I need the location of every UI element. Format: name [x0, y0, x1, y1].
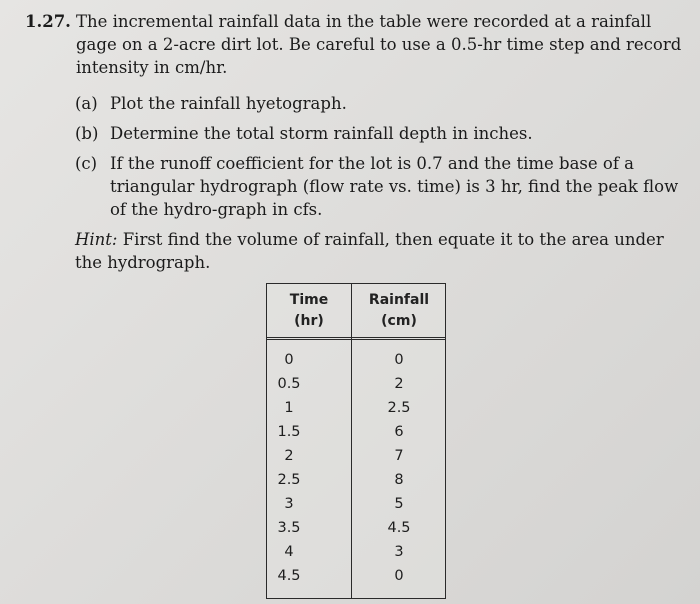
problem-block — [25, 10, 685, 274]
table-row — [267, 540, 445, 564]
rainfall-cell: 4.5 — [387, 520, 411, 536]
rainfall-header-unit: (cm) — [381, 313, 417, 329]
rainfall-header-title: Rainfall — [368, 292, 430, 308]
rainfall-cell: 6 — [394, 424, 404, 440]
part-c-letter: (c) — [75, 154, 98, 173]
time-cell: 3.5 — [277, 520, 301, 536]
table-row — [267, 468, 445, 492]
problem-statement — [25, 10, 685, 79]
part-a-letter: (a) — [75, 94, 98, 113]
rainfall-cell: 8 — [394, 472, 404, 488]
rainfall-cell: 0 — [394, 568, 404, 584]
hint — [75, 228, 685, 274]
time-header — [267, 290, 351, 332]
table-body — [267, 348, 445, 588]
time-cell: 2.5 — [277, 472, 301, 488]
part-c — [75, 152, 685, 221]
header-rule — [267, 337, 445, 340]
time-header-unit: (hr) — [294, 313, 324, 329]
time-cell: 0.5 — [277, 376, 301, 392]
table-row — [267, 516, 445, 540]
part-c-text: If the runoff coefficient for the lot is 0.7 and the time base of a triangular hydrograph (flow rate vs. time) is 3 hr, find the peak flow of the hydro-graph in cfs. — [110, 154, 679, 219]
time-cell: 3 — [284, 496, 294, 512]
time-cell: 4 — [284, 544, 294, 560]
rainfall-cell: 7 — [394, 448, 404, 464]
part-a-text: Plot the rainfall hyetograph. — [110, 94, 347, 113]
hint-text: First find the volume of rainfall, then equate it to the area under the hydrograph. — [75, 230, 664, 272]
time-cell: 2 — [284, 448, 294, 464]
time-cell: 1 — [284, 400, 294, 416]
table-row — [267, 348, 445, 372]
rainfall-header — [353, 290, 445, 332]
table-row — [267, 444, 445, 468]
problem-number: 1.27. — [25, 12, 71, 31]
time-header-title: Time — [289, 292, 329, 308]
problem-parts — [25, 92, 685, 221]
time-cell: 4.5 — [277, 568, 301, 584]
time-cell: 1.5 — [277, 424, 301, 440]
rainfall-table — [266, 283, 446, 599]
rainfall-cell: 5 — [394, 496, 404, 512]
rainfall-cell: 3 — [394, 544, 404, 560]
time-cell: 0 — [284, 352, 294, 368]
part-a — [75, 92, 685, 115]
table-row — [267, 564, 445, 588]
rainfall-cell: 0 — [394, 352, 404, 368]
table-row — [267, 492, 445, 516]
part-b-letter: (b) — [75, 124, 99, 143]
hint-label: Hint: — [75, 230, 118, 249]
rainfall-cell: 2.5 — [387, 400, 411, 416]
table-row — [267, 372, 445, 396]
part-b-text: Determine the total storm rainfall depth in inches. — [110, 124, 533, 143]
part-b — [75, 122, 685, 145]
table-row — [267, 396, 445, 420]
rainfall-cell: 2 — [394, 376, 404, 392]
problem-text: The incremental rainfall data in the table were recorded at a rainfall gage on a 2-acre dirt lot. Be careful to use a 0.5-hr time step and record intensity in cm/hr. — [76, 12, 682, 77]
table-row — [267, 420, 445, 444]
